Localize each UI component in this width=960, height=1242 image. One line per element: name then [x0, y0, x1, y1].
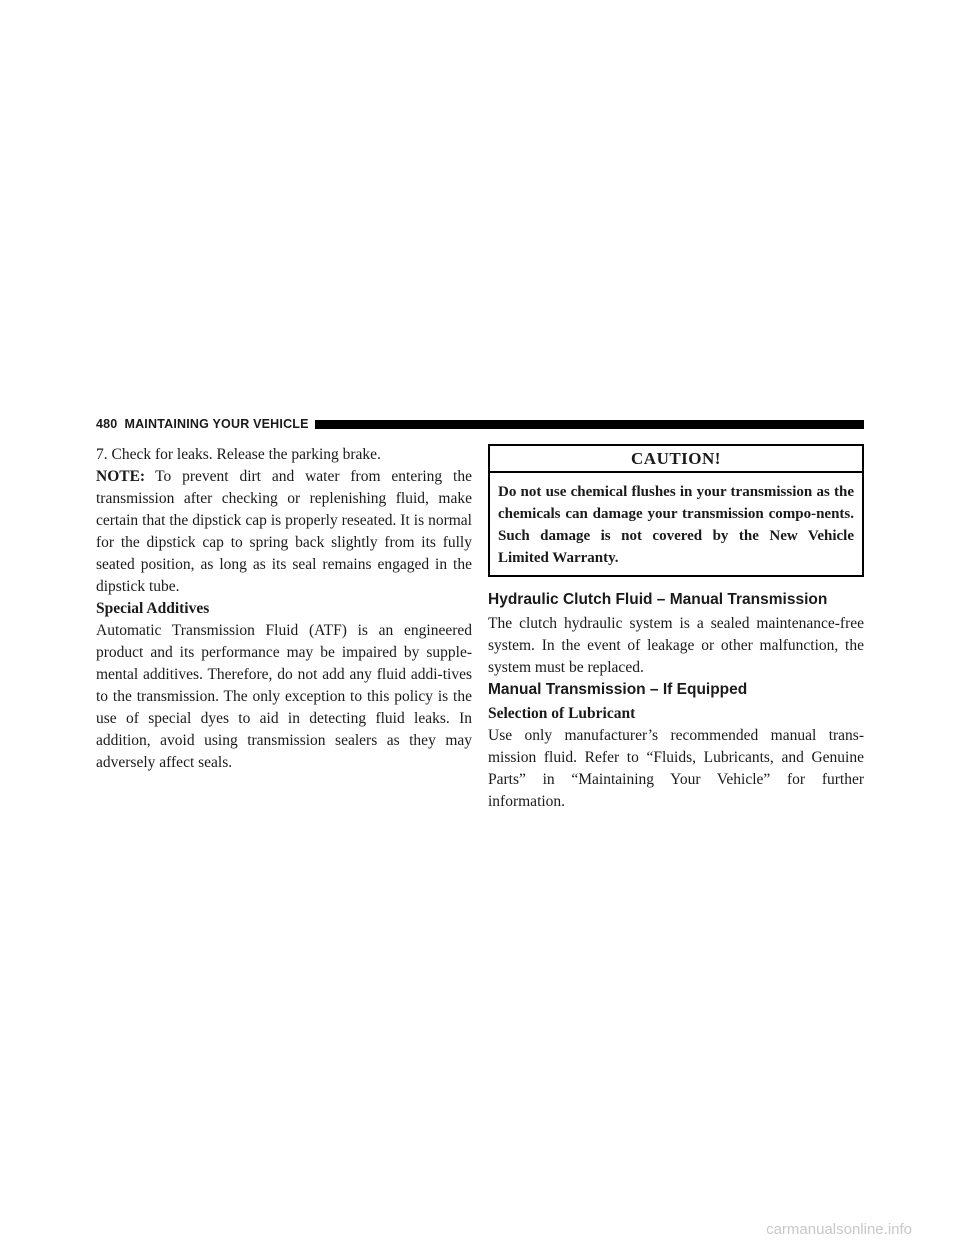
header-rule	[315, 420, 864, 429]
special-additives-text: Automatic Transmission Fluid (ATF) is an engineered product and its performance may be impaired by supple-mental additives. Therefore, do not add any fluid addi-tives to the transmission. The only exception to this policy is the use of special dyes to aid in detecting fluid leaks. In addition, avoid using transmission sealers as they may adversely affect seals.	[96, 622, 472, 771]
watermark: carmanualsonline.info	[766, 1221, 912, 1238]
left-column	[96, 444, 472, 774]
note-text: To prevent dirt and water from entering the transmission after checking or replenishing fluid, make certain that the dipstick cap is properly reseated. It is normal for the dipstick cap to spring back slightly from its fully seated position, as long as its seal remains engaged in the dipstick tube.	[96, 468, 472, 595]
clutch-fluid-heading: Hydraulic Clutch Fluid – Manual Transmission	[488, 591, 828, 608]
lubricant-text: Use only manufacturer’s recommended manual trans-mission fluid. Refer to “Fluids, Lubricants, and Genuine Parts” in “Maintaining Your Vehicle” for further information.	[488, 727, 864, 810]
caution-title: CAUTION!	[490, 446, 862, 473]
right-column	[488, 444, 864, 813]
page-header	[96, 414, 864, 434]
page-number: 480	[96, 417, 118, 431]
note-paragraph	[96, 466, 472, 598]
special-additives-heading: Special Additives	[96, 600, 210, 617]
caution-box	[488, 444, 864, 577]
caution-text: Do not use chemical flushes in your transmission as the chemicals can damage your transmission compo-nents. Such damage is not covered by the New Vehicle Limited Warranty.	[498, 484, 854, 566]
section-title: MAINTAINING YOUR VEHICLE	[124, 417, 309, 431]
lubricant-heading: Selection of Lubricant	[488, 705, 636, 722]
step-7-text: 7. Check for leaks. Release the parking brake.	[96, 446, 381, 463]
manual-transmission-heading: Manual Transmission – If Equipped	[488, 681, 748, 698]
note-label: NOTE:	[96, 468, 146, 485]
clutch-fluid-text: The clutch hydraulic system is a sealed maintenance-free system. In the event of leakage or other malfunction, the system must be replaced.	[488, 615, 864, 676]
